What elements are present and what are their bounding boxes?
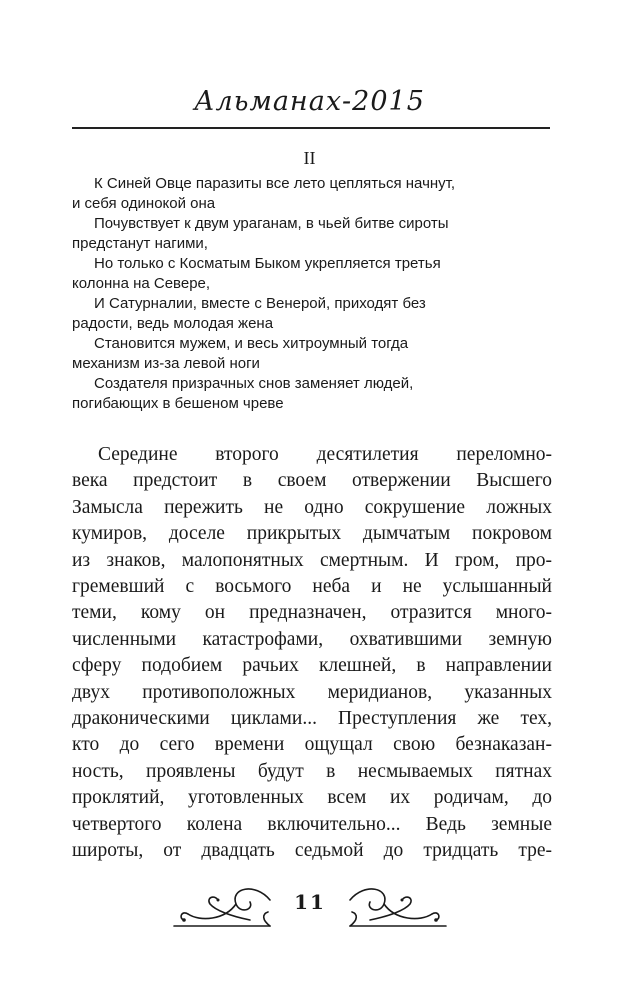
- paragraph-line: численными катастрофами, охватившими земную: [72, 628, 552, 650]
- paragraph-line: драконическими циклами... Преступления же тех,: [72, 708, 552, 730]
- verse-stanza: [72, 374, 498, 414]
- paragraph-line: кто до сего времени ощущал свою безнаказан-: [72, 734, 552, 756]
- paragraph-line: Замысла пережить не одно сокрушение ложных: [72, 496, 552, 518]
- verse-line: Но только с Косматым Быком укрепляется третья: [94, 255, 441, 272]
- paragraph-line: ность, проявлены будут в несмываемых пятнах: [72, 760, 552, 782]
- page-footer: [170, 880, 450, 940]
- header-rule: [72, 127, 550, 129]
- paragraph-line: кумиров, доселе прикрытых дымчатым покровом: [72, 523, 552, 545]
- verse-line: И Сатурналии, вместе с Венерой, приходят без: [94, 295, 426, 312]
- verse-stanza: [72, 254, 498, 294]
- running-head-title: Альманах-2015: [194, 86, 425, 117]
- verse-line: колонна на Севере,: [72, 275, 211, 292]
- verse-line: К Синей Овце паразиты все лето цепляться начнут,: [94, 175, 456, 192]
- verse-line: погибающих в бешеном чреве: [72, 395, 284, 412]
- verse-line: радости, ведь молодая жена: [72, 315, 274, 332]
- verse-stanza: [72, 214, 498, 254]
- verse-stanza: [72, 294, 498, 334]
- paragraph-line: века предстоит в своем отвержении Высшего: [72, 470, 552, 492]
- page-number: 11: [294, 890, 326, 914]
- paragraph-line: из знаков, малопонятных смертным. И гром, про-: [72, 549, 552, 571]
- verse-line: Становится мужем, и весь хитроумный тогда: [94, 335, 409, 352]
- paragraph-line: двух противоположных меридианов, указанных: [72, 681, 552, 703]
- verse-line: предстанут нагими,: [72, 235, 208, 252]
- paragraph-line: проклятий, уготовленных всем их родичам, до: [72, 787, 552, 809]
- verse-block: [72, 174, 498, 414]
- verse-line: Создателя призрачных снов заменяет людей,: [94, 375, 414, 392]
- section-numeral: II: [303, 148, 316, 168]
- verse-line: Почувствует к двум ураганам, в чьей битве сироты: [94, 215, 449, 232]
- verse-line: механизм из-за левой ноги: [72, 355, 260, 372]
- body-paragraph: [72, 442, 552, 865]
- paragraph-line: Середине второго десятилетия переломно-: [98, 444, 552, 465]
- verse-stanza: [72, 174, 498, 214]
- verse-stanza: [72, 334, 498, 374]
- paragraph-line: теми, кому он предназначен, отразится много-: [72, 602, 552, 624]
- verse-line: и себя одинокой она: [72, 195, 216, 212]
- paragraph-line: сферу подобием рачьих клешней, в направлении: [72, 655, 552, 677]
- paragraph-line: широты, от двадцать седьмой до тридцать тре-: [72, 840, 552, 862]
- paragraph-line: гремевший с восьмого неба и не услышанный: [72, 576, 552, 598]
- paragraph-line: четвертого колена включительно... Ведь земные: [72, 813, 552, 835]
